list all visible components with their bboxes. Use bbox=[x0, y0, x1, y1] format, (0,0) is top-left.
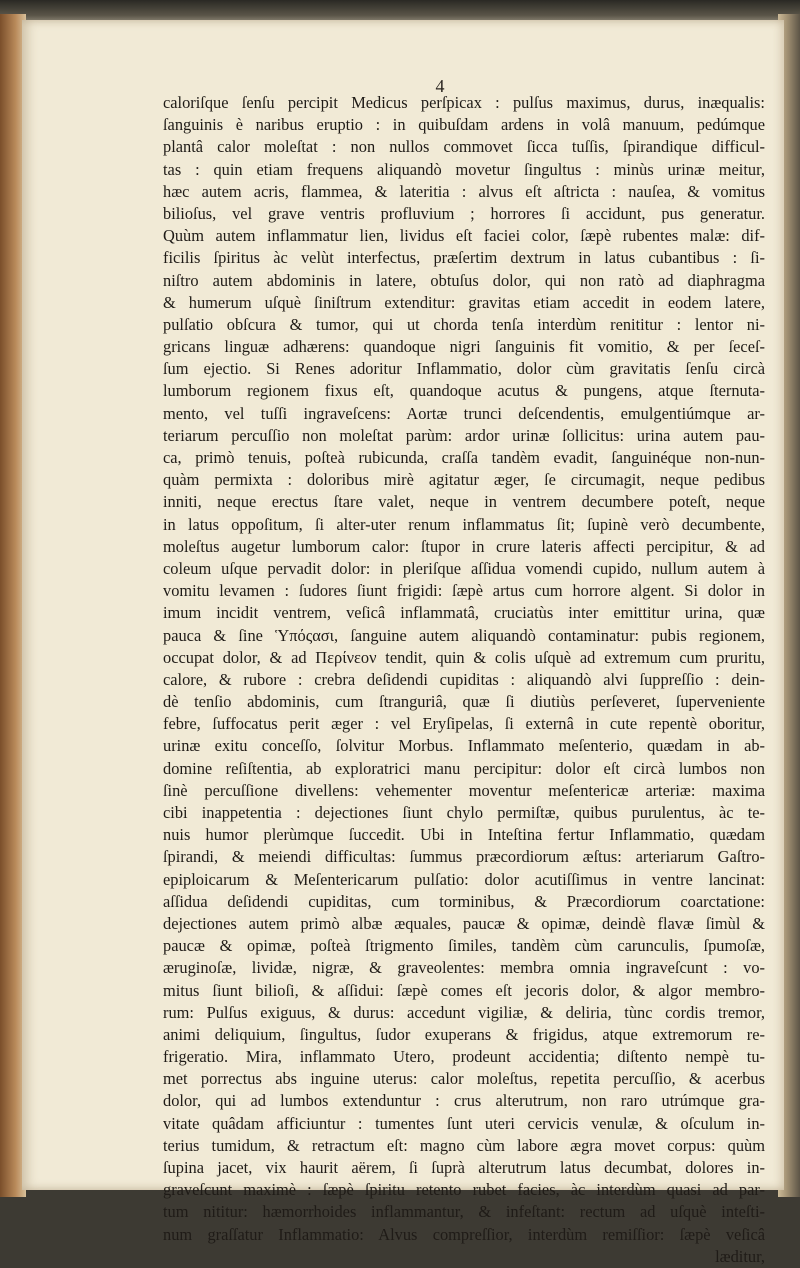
text-line: plantâ calor moleſtat : non nullos commovet ſicca tuſſis, ſpirandique difficul- bbox=[163, 137, 765, 157]
text-line: ca, primò tenuis, poſteà rubicunda, craſſa tandèm evadit, ſanguinéque non-nun- bbox=[163, 448, 765, 467]
text-line: graveſcunt maximè : ſæpè ſpiritu retento rubet facies, àc interdùm quasi ad par- bbox=[163, 1180, 765, 1200]
text-line: pauca & ſine Ὑπόςασι, ſanguine autem aliquandò contaminatur: pubis regionem, bbox=[163, 625, 765, 645]
text-line: caloriſque ſenſu percipit Medicus perſpicax : pulſus maximus, durus, inæqualis: bbox=[163, 93, 765, 112]
text-line: urinæ exitu conceſſo, ſolvitur Morbus. Inflammato meſenterio, quædam in ab- bbox=[163, 736, 765, 756]
text-line: coleum uſque pervadit dolor: in pleriſque aſſidua vomendi cupido, nullum autem à bbox=[163, 558, 765, 578]
text-line: dè tenſio abdominis, cum ſtranguriâ, quæ ſi diutiùs perſeveret, ſuperveniente bbox=[163, 692, 765, 712]
text-line: tum nititur: hæmorrhoides inflammantur, & infeſtant: rectum ad uſquè inteſti- bbox=[163, 1202, 765, 1222]
text-line: æruginoſæ, lividæ, nigræ, & graveolentes: membra omnia ingraveſcunt : vo- bbox=[163, 958, 765, 978]
text-line: niſtro autem abdominis in latere, obtuſus dolor, qui non ratò ad diaphragma bbox=[163, 270, 765, 290]
text-line: Quùm autem inflammatur lien, lividus eſt faciei color, ſæpè rubentes malæ: dif- bbox=[163, 226, 765, 246]
book-top-edge bbox=[0, 0, 800, 22]
text-line: in latus oppoſitum, ſi alter-uter renum inflammatus ſit; ſupinè verò decumbente, bbox=[163, 514, 765, 534]
page-number: 4 bbox=[435, 76, 445, 96]
text-line: rum: Pulſus exiguus, & durus: accedunt vigiliæ, & deliria, tùnc cordis tremor, bbox=[163, 1002, 765, 1022]
text-line: tas : quin etiam frequens aliquandò movetur ſingultus : minùs urinæ meitur, bbox=[163, 159, 765, 179]
text-line: paucæ & opimæ, poſteà ſtrigmento ſimiles, tandèm cùm carunculis, ſpumoſæ, bbox=[163, 936, 765, 956]
text-line: ſanguinis è naribus eruptio : in quibuſdam ardens in volâ manuum, pedúmque bbox=[163, 115, 765, 135]
text-line: ſupina jacet, vix haurit aërem, ſi ſuprà alterutrum latus decumbat, dolores in- bbox=[163, 1158, 765, 1177]
text-line: ſum ejectio. Si Renes adoritur Inflammatio, dolor cùm gravitatis ſenſu circà bbox=[163, 359, 765, 379]
text-line: ſinè percuſſione divellens: vehementer moventur meſentericæ arteriæ: maxima bbox=[163, 780, 765, 800]
text-line: epiploicarum & Meſentericarum pulſatio: dolor acutiſſimus in ventre lancinat: bbox=[163, 869, 765, 889]
text-line: cibi inappetentia : dejectiones ſiunt chylo permiſtæ, quibus purulentus, àc te- bbox=[163, 803, 765, 822]
text-line: & humerum uſquè ſiniſtrum extenditur: gravitas etiam accedit in eodem latere, bbox=[163, 292, 765, 312]
text-line: nuis humor plerùmque ſuccedit. Ubi in Inteſtina fertur Inflammatio, quædam bbox=[163, 825, 765, 845]
text-line: gricans linguæ adhærens: quandoque nigri ſanguinis fit vomitio, & per ſeceſ- bbox=[163, 337, 765, 357]
text-line: quàm permixta : doloribus mirè agitatur æger, ſe circumagit, neque pedibus bbox=[163, 470, 765, 490]
text-line: aſſidua deſidendi cupiditas, cum torminibus, & Præcordiorum coarctatione: bbox=[163, 891, 765, 911]
page-text bbox=[163, 92, 765, 1268]
text-line: met porrectus abs inguine uterus: calor moleſtus, repetita percuſſio, & acerbus bbox=[163, 1069, 765, 1089]
text-line: dejectiones autem primò albæ æquales, paucæ & opimæ, deindè flavæ ſimùl & bbox=[163, 913, 765, 933]
text-line: terius tumidum, & retractum eſt: magno cùm labore ægra movet corpus: quùm bbox=[163, 1135, 765, 1155]
text-line: moleſtus augetur lumborum calor: ſtupor in crure lateris affecti percipitur, & ad bbox=[163, 536, 765, 556]
text-line: num graſſatur Inflammatio: Alvus compreſſior, interdùm remiſſior: ſæpè veſicâ bbox=[163, 1224, 765, 1244]
text-line: animi deliquium, ſingultus, ſudor exuperans & frigidus, atque extremorum re- bbox=[163, 1024, 765, 1044]
text-line: domine reſiſtentia, ab exploratrici manu percipitur: dolor eſt circà lumbos non bbox=[163, 758, 765, 778]
text-line: dolor, qui ad lumbos extenduntur : crus alterutrum, non raro utrúmque gra- bbox=[163, 1091, 765, 1111]
text-line: ſpirandi, & meiendi difficultas: ſummus præcordiorum æſtus: arteriarum Gaſtro- bbox=[163, 847, 765, 867]
text-line: imum incidit ventrem, veſicâ inflammatâ, cruciatùs inter emittitur urina, quæ bbox=[163, 603, 765, 623]
text-line: inniti, neque erectus ſtare valet, neque in ventrem decumbere poteſt, neque bbox=[163, 492, 765, 512]
text-line: læditur, bbox=[715, 1246, 765, 1266]
text-line: mento, vel tuſſi ingraveſcens: Aortæ trunci deſcendentis, emulgentiúmque ar- bbox=[163, 403, 765, 423]
text-line: bilioſus, vel grave ventris profluvium ; horrores ſi accidunt, pus generatur. bbox=[163, 203, 765, 223]
text-line: occupat dolor, & ad Περίνεον tendit, quin & colis uſquè ad extremum cum pruritu, bbox=[163, 647, 765, 667]
text-line: hæc autem acris, flammea, & lateritia : alvus eſt aſtricta : nauſea, & vomitus bbox=[163, 181, 765, 201]
text-line: calore, & rubore : crebra deſidendi cupiditas : aliquandò alvi ſuppreſſio : dein- bbox=[163, 669, 765, 689]
text-line: teriarum percuſſio non moleſtat parùm: ardor urinæ ſollicitus: urina autem pau- bbox=[163, 425, 765, 445]
text-line: vitate quâdam afficiuntur : tumentes ſunt uteri cervicis venulæ, & oſculum in- bbox=[163, 1113, 765, 1133]
text-line: febre, ſuffocatus perit æger : vel Eryſipelas, ſi externâ in cute repentè oboritur, bbox=[163, 714, 765, 734]
text-line: mitus ſiunt bilioſi, & aſſidui: ſæpè comes eſt jecoris dolor, & algor membro- bbox=[163, 980, 765, 1000]
text-line: ficilis ſpiritus àc velùt interfectus, præſertim dextrum in latus cubantibus : ſi- bbox=[163, 248, 765, 268]
text-line: pulſatio obſcura & tumor, qui ut chorda tenſa interdùm renititur : lentor ni- bbox=[163, 314, 765, 334]
text-line: frigeratio. Mira, inflammato Utero, prodeunt accidentia; diſtento nempè tu- bbox=[163, 1047, 765, 1067]
text-line: vomitu levamen : ſudores ſiunt frigidi: ſæpè artus cum horrore algent. Si dolor in bbox=[163, 581, 765, 601]
text-line: lumborum regionem fixus eſt, quandoque acutus & pungens, atque ſternuta- bbox=[163, 381, 765, 401]
